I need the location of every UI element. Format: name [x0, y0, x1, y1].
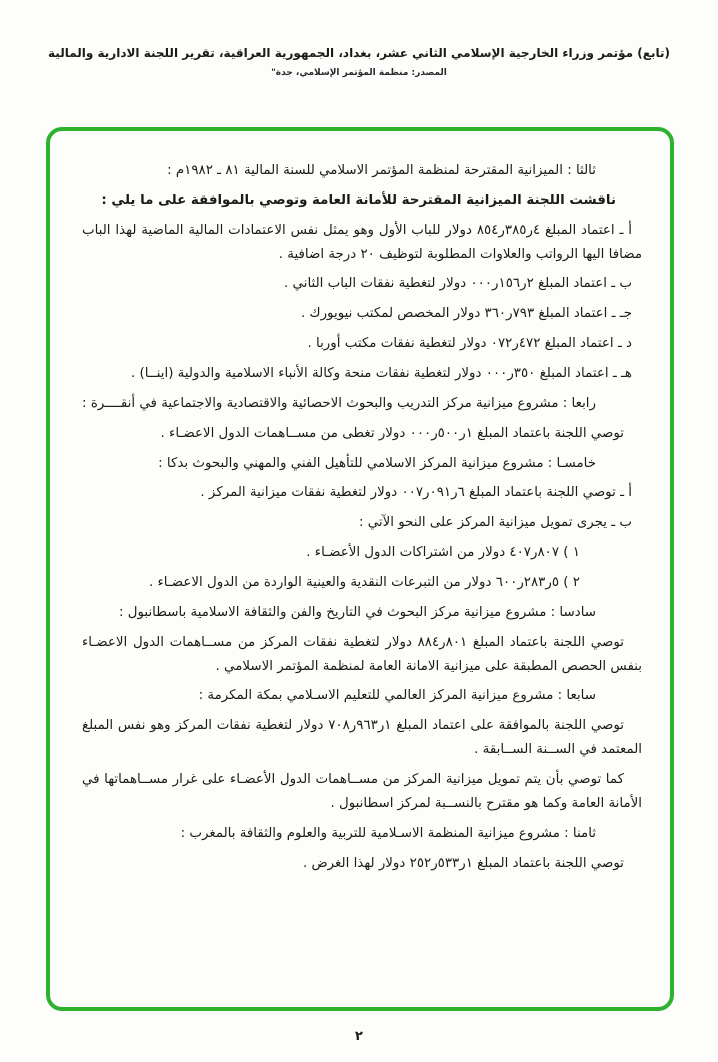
section-heading-sixth: سادسا : مشروع ميزانية مركز البحوث في التاريخ والفن والثقافة الاسلامية باسطانبول : [119, 604, 596, 620]
document-body [50, 131, 670, 875]
doc-paragraph: توصي اللجنة باعتماد المبلغ ١ر٥٣٣ر٢٥٢ دولار لهذا الغرض . [302, 855, 624, 871]
header-title: (تابع) مؤتمر وزراء الخارجية الإسلامي الثاني عشر، بغداد، الجمهورية العراقية، تقرير اللجنة الادارية والمالية [48, 46, 670, 60]
numbered-item-2: ٢ ) ٥ر٢٨٣ر٦٠٠ دولار من التبرعات النقدية والعينية الواردة من الدول الاعضـاء . [148, 575, 580, 591]
section-heading-eighth: ثامنا : مشروع ميزانية المنظمة الاسـلامية للتربية والعلوم والثقافة بالمغرب : [180, 825, 596, 841]
budget-item-a: أ ـ اعتماد المبلغ ٤ر٣٨٥ر٨٥٤ دولار للباب الأول وهو يمثل نفس الاعتمادات المالية الماضية لهذا الباب مضافا اليها الرواتب والعلاوات المطلوبة لتوظيف ٢٠ درجة اضافية . [82, 222, 642, 262]
doc-paragraph: توصي اللجنة باعتماد المبلغ ٨٠١ر٨٨٤ دولار لتغطية نفقات المركز من مســاهمات الدول الاعضـاء بنفس الحصص المطبقة على ميزانية الامانة العامة لمنظمة المؤتمر الاسلامي . [82, 634, 642, 674]
budget-item-a2: أ ـ توصي اللجنة باعتماد المبلغ ٦ر٠٩١ر٠٠٧ دولار لتغطية نفقات ميزانية المركز . [200, 485, 632, 501]
green-frame [46, 127, 674, 1011]
section-heading-seventh: سابعا : مشروع ميزانية المركز العالمي للتعليم الاسـلامي بمكة المكرمة : [198, 688, 596, 704]
section-heading-third: ثالثا : الميزانية المقترحة لمنظمة المؤتمر الاسلامي للسنة المالية ٨١ ـ ١٩٨٢م : [167, 163, 596, 178]
document-header [0, 46, 718, 78]
budget-item-b2: ب ـ يجرى تمويل ميزانية المركز على النحو الآتي : [358, 515, 632, 531]
doc-paragraph: كما توصي بأن يتم تمويل ميزانية المركز من مســاهمات الدول الأعضـاء على غرار مســاهماتها في الأمانة العامة وكما هو مقترح بالنســبة لمركز اسطانبول . [82, 772, 642, 811]
page-number: ٢ [355, 1029, 363, 1044]
doc-paragraph: توصي اللجنة بالموافقة على اعتماد المبلغ ١ر٩٦٣ر٧٠٨ دولار لتغطية نفقات المركز وهو نفس المبلغ المعتمد في الســنة الســابقة . [82, 718, 642, 758]
budget-item-b: ب ـ اعتماد المبلغ ٢ر١٥٦ر٠٠٠ دولار لتغطية نفقات الباب الثاني . [284, 276, 632, 292]
numbered-item-1: ١ ) ٨٠٧ر٤٠٧ دولار من اشتراكات الدول الأعضـاء . [306, 545, 580, 561]
doc-paragraph: ناقشت اللجنة الميزانية المقترحة للأمانة العامة وتوصي بالموافقة على ما يلي : [101, 192, 616, 208]
doc-paragraph: توصي اللجنة باعتماد المبلغ ١ر٥٠٠ر٠٠٠ دولار تغطى من مســاهمات الدول الاعضـاء . [160, 425, 624, 441]
header-source: المصدر: منظمة المؤتمر الإسلامي، جدة" [271, 68, 447, 78]
budget-item-c: جـ ـ اعتماد المبلغ ٧٩٣ر٣٦٠ دولار المخصص لمكتب نيويورك . [301, 306, 632, 322]
budget-item-d: د ـ اعتماد المبلغ ٤٧٢ر٠٧٢ دولار لتغطية نفقات مكتب أوربا . [307, 336, 632, 352]
budget-item-e: هـ ـ اعتماد المبلغ ٣٥٠ر٠٠٠ دولار لتغطية نفقات منحة وكالة الأنباء الاسلامية والدولية (اينــا) . [131, 366, 632, 382]
section-heading-fifth: خامسـا : مشروع ميزانية المركز الاسلامي للتأهيل الفني والمهني والبحوث بدكا : [158, 455, 596, 471]
section-heading-fourth: رابعا : مشروع ميزانية مركز التدريب والبحوث الاحصائية والاقتصادية والاجتماعية في أنقــــرة : [82, 395, 596, 411]
